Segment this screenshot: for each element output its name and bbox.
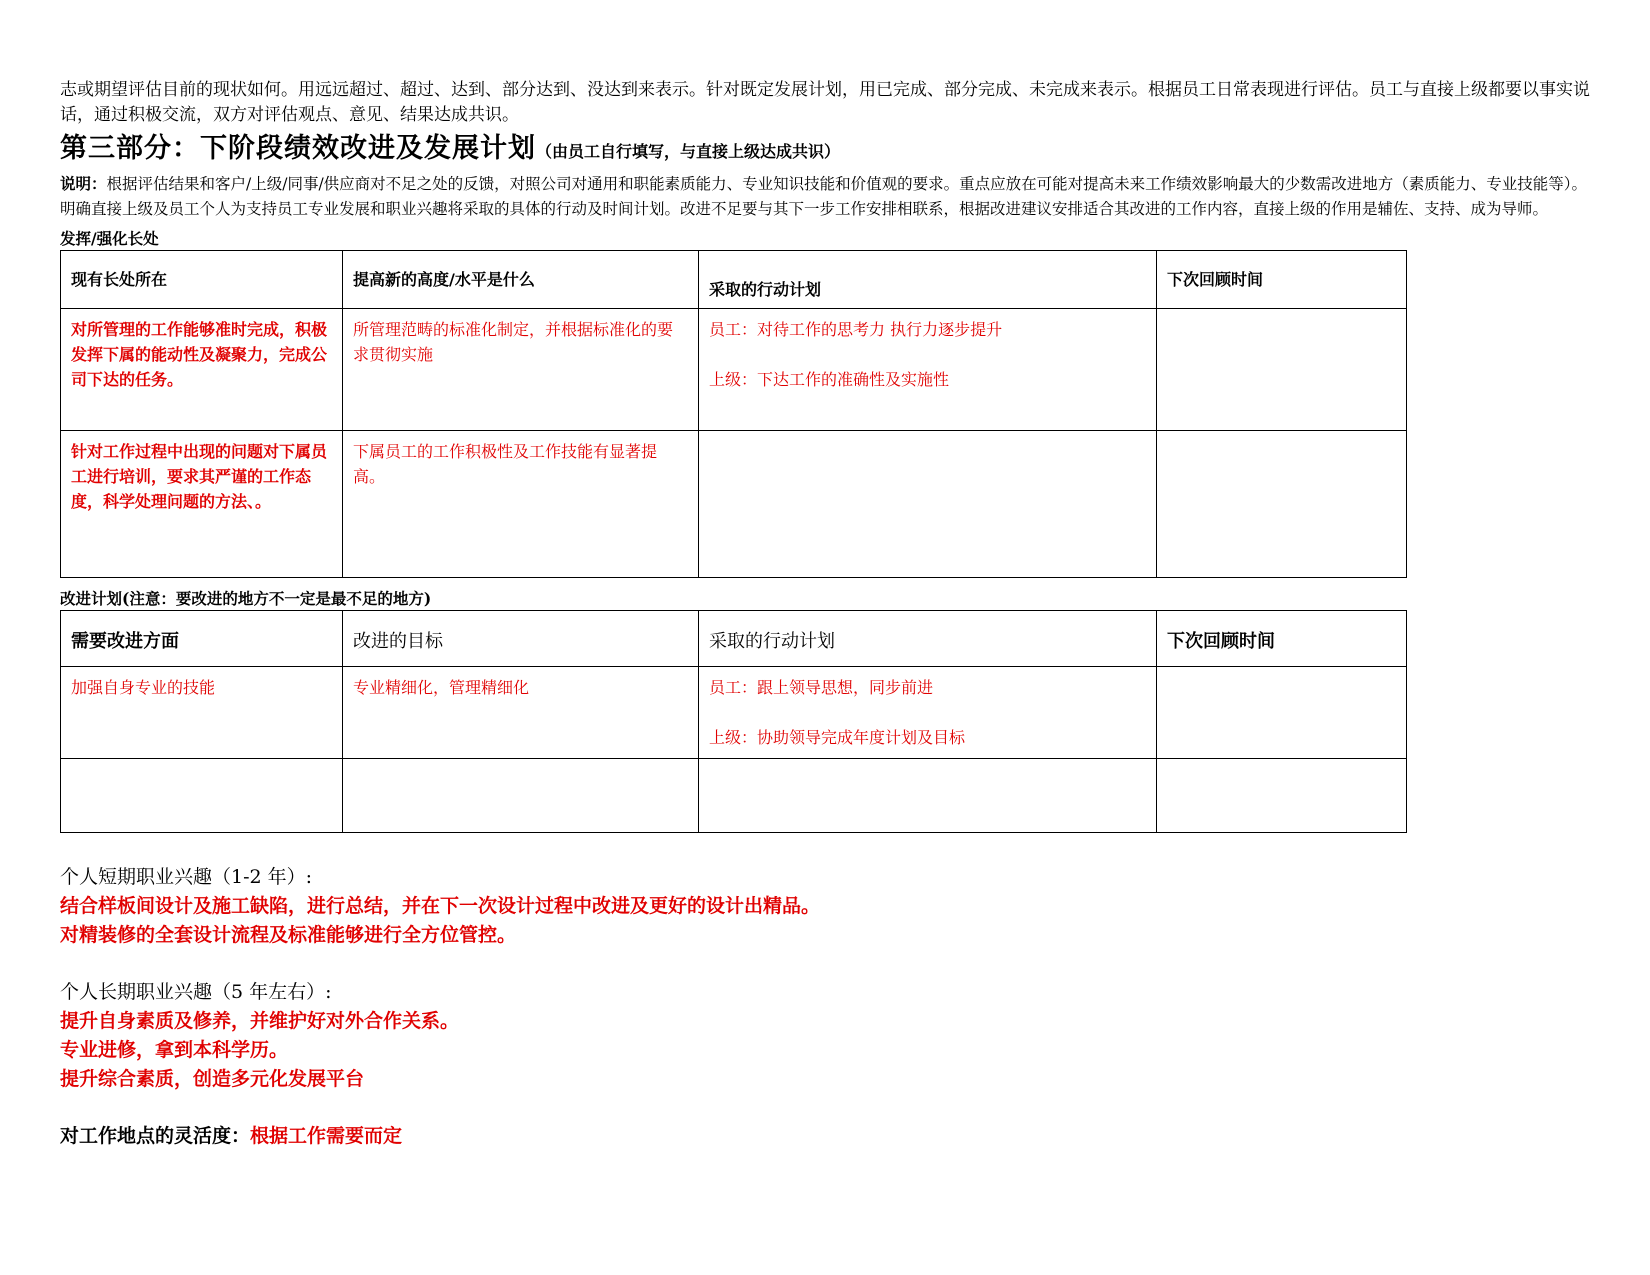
flexibility-label: 对工作地点的灵活度： — [60, 1125, 251, 1147]
table-cell[interactable]: 员工：跟上领导思想，同步前进 上级：协助领导完成年度计划及目标 — [699, 667, 1157, 759]
header-review-time: 下次回顾时间 — [1157, 251, 1407, 309]
section-title: 第三部分：下阶段绩效改进及发展计划 — [60, 133, 536, 164]
improvement-label: 改进计划(注意：要改进的地方不一定是最不足的地方) — [60, 589, 432, 608]
header-new-level: 提高新的高度/水平是什么 — [343, 251, 699, 309]
table-cell[interactable] — [1157, 759, 1407, 833]
location-flexibility — [60, 1122, 1600, 1151]
intro-paragraph: 志或期望评估目前的现状如何。用远远超过、超过、达到、部分达到、没达到来表示。针对既定发展计划，用已完成、部分完成、未完成来表示。根据员工日常表现进行评估。员工与直接上级都要以事实说话，通过积极交流，双方对评估观点、意见、结果达成共识。 — [60, 80, 1590, 125]
table-cell[interactable]: 对所管理的工作能够准时完成，积极发挥下属的能动性及凝聚力，完成公司下达的任务。 — [61, 309, 343, 431]
header-improve-area: 需要改进方面 — [61, 611, 343, 667]
flexibility-value[interactable]: 根据工作需要而定 — [250, 1125, 403, 1147]
section-description — [60, 171, 1600, 222]
long-term-line: 专业进修，拿到本科学历。 — [60, 1039, 289, 1061]
header-action-plan: 采取的行动计划 — [699, 611, 1157, 667]
strengths-label: 发挥/强化长处 — [60, 229, 159, 248]
table-row — [61, 667, 1407, 759]
table-cell[interactable] — [61, 759, 343, 833]
section-heading — [60, 132, 1600, 169]
table-cell[interactable] — [699, 759, 1157, 833]
long-term-line: 提升综合素质，创造多元化发展平台 — [60, 1068, 365, 1090]
improvement-table — [60, 610, 1407, 833]
section-note: （由员工自行填写，与直接上级达成共识） — [536, 142, 841, 161]
table-cell[interactable]: 专业精细化，管理精细化 — [343, 667, 699, 759]
header-action-plan: 采取的行动计划 — [699, 251, 1157, 309]
long-term-line: 提升自身素质及修养，并维护好对外合作关系。 — [60, 1010, 460, 1032]
short-term-interest — [60, 863, 1600, 950]
short-term-line: 结合样板间设计及施工缺陷，进行总结，并在下一次设计过程中改进及更好的设计出精品。 — [60, 895, 821, 917]
table-cell[interactable]: 加强自身专业的技能 — [61, 667, 343, 759]
table-cell[interactable] — [343, 759, 699, 833]
table-cell[interactable]: 员工：对待工作的思考力 执行力逐步提升 上级：下达工作的准确性及实施性 — [699, 309, 1157, 431]
table-row — [61, 431, 1407, 578]
table-cell[interactable]: 下属员工的工作积极性及工作技能有显著提高。 — [343, 431, 699, 578]
header-improve-goal: 改进的目标 — [343, 611, 699, 667]
improvement-header-row — [61, 611, 1407, 667]
table-cell[interactable] — [699, 431, 1157, 578]
long-term-heading: 个人长期职业兴趣（5 年左右）: — [60, 981, 332, 1003]
short-term-heading: 个人短期职业兴趣（1-2 年）: — [60, 866, 313, 888]
strengths-table — [60, 250, 1407, 578]
header-review-time: 下次回顾时间 — [1157, 611, 1407, 667]
description-label: 说明： — [60, 174, 107, 193]
long-term-interest — [60, 978, 1600, 1094]
table-cell[interactable] — [1157, 667, 1407, 759]
table-row — [61, 309, 1407, 431]
header-current-strength: 现有长处所在 — [61, 251, 343, 309]
table-row — [61, 759, 1407, 833]
strengths-header-row — [61, 251, 1407, 309]
table-cell[interactable] — [1157, 431, 1407, 578]
performance-plan-page — [60, 78, 1600, 1151]
short-term-line: 对精装修的全套设计流程及标准能够进行全方位管控。 — [60, 924, 517, 946]
table-cell[interactable]: 所管理范畴的标准化制定，并根据标准化的要求贯彻实施 — [343, 309, 699, 431]
table-cell[interactable]: 针对工作过程中出现的问题对下属员工进行培训，要求其严谨的工作态度，科学处理问题的方法、。 — [61, 431, 343, 578]
table-cell[interactable] — [1157, 309, 1407, 431]
description-text: 根据评估结果和客户/上级/同事/供应商对不足之处的反馈，对照公司对通用和职能素质能力、专业知识技能和价值观的要求。重点应放在可能对提高未来工作绩效影响最大的少数需改进地方（素质能力、专业技能等）。明确直接上级及员工个人为支持员工专业发展和职业兴趣将采取的具体的行动及时间计划。改进不足要与其下一步工作安排相联系，根据改进建议安排适合其改进的工作内容，直接上级的作用是辅佐、支持、成为导师。 — [60, 175, 1587, 218]
